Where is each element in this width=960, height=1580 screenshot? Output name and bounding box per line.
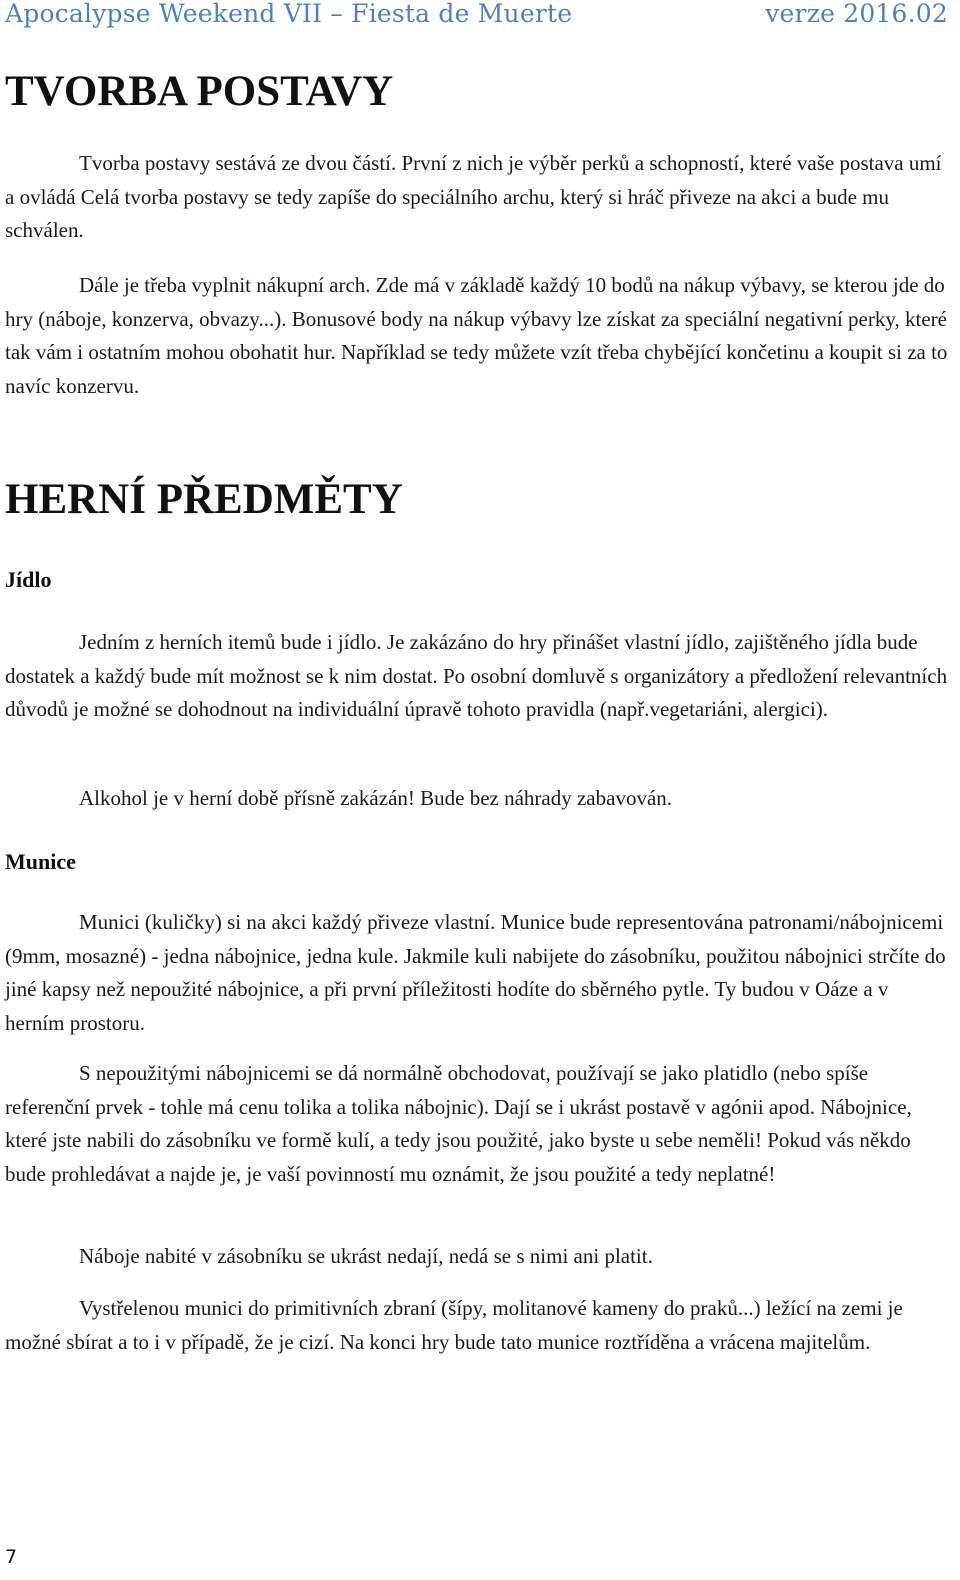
page-number: 7: [5, 1546, 18, 1568]
section-heading-tvorba-postavy: TVORBA POSTAVY: [5, 68, 394, 115]
running-header: [5, 0, 948, 30]
paragraph: S nepoužitými nábojnicemi se dá normálně obchodovat, používají se jako platidlo (nebo spíše referenční prvek - tohle má cenu tolika a tolika nábojnic). Dají se i ukrást postavě v agónii apod. Nábojnice, které jste nabili do zásobníku ve formě kulí, a tedy jsou použité, jako byste u sebe neměli! Pokud vás někdo bude prohledávat a najde je, je vaší povinností mu oznámit, že jsou použité a tedy neplatné!: [5, 1061, 912, 1186]
paragraph: Alkohol je v herní době přísně zakázán! Bude bez náhrady zabavován.: [79, 786, 673, 810]
paragraph: Vystřelenou munici do primitivních zbraní (šípy, molitanové kameny do praků...) ležící na zemi je možné sbírat a to i v případě, že je cizí. Na konci hry bude tato munice roztříděna a vrácena majitelům.: [5, 1296, 903, 1354]
paragraph: Dále je třeba vyplnit nákupní arch. Zde má v základě každý 10 bodů na nákup výbavy, se kterou jde do hry (náboje, konzerva, obvazy...). Bonusové body na nákup výbavy lze získat za speciální negativní perky, které tak vám i ostatním mohou obohatit hur. Například se tedy můžete vzít třeba chybějící končetinu a koupit si za to navíc konzervu.: [5, 273, 948, 398]
paragraph: Tvorba postavy sestává ze dvou částí. První z nich je výběr perků a schopností, které vaše postava umí a ovládá Celá tvorba postavy se tedy zapíše do speciálního archu, který si hráč přiveze na akci a bude mu schválen.: [5, 151, 942, 242]
section-heading-herni-predmety: HERNÍ PŘEDMĚTY: [5, 476, 403, 523]
document-version: verze 2016.02: [765, 0, 948, 28]
subsection-heading-munice: Munice: [5, 849, 76, 874]
subsection-heading-jidlo: Jídlo: [5, 567, 52, 592]
document-title: Apocalypse Weekend VII – Fiesta de Muerte: [5, 0, 573, 28]
paragraph: Náboje nabité v zásobníku se ukrást nedají, nedá se s nimi ani platit.: [79, 1244, 653, 1268]
paragraph: Jedním z herních itemů bude i jídlo. Je zakázáno do hry přinášet vlastní jídlo, zajištěného jídla bude dostatek a každý bude mít možnost se k nim dostat. Po osobní domluvě s organizátory a předložení relevantních důvodů je možné se dohodnout na individuální úpravě tohoto pravidla (např.vegetariáni, alergici).: [5, 630, 948, 721]
paragraph: Munici (kuličky) si na akci každý přiveze vlastní. Munice bude representována patronami/nábojnicemi (9mm, mosazné) - jedna nábojnice, jedna kule. Jakmile kuli nabijete do zásobníku, použitou nábojnici strčíte do jiné kapsy než nepoužité nábojnice, a při první příležitosti hodíte do sběrného pytle. Ty budou v Oáze a v herním prostoru.: [5, 910, 946, 1035]
